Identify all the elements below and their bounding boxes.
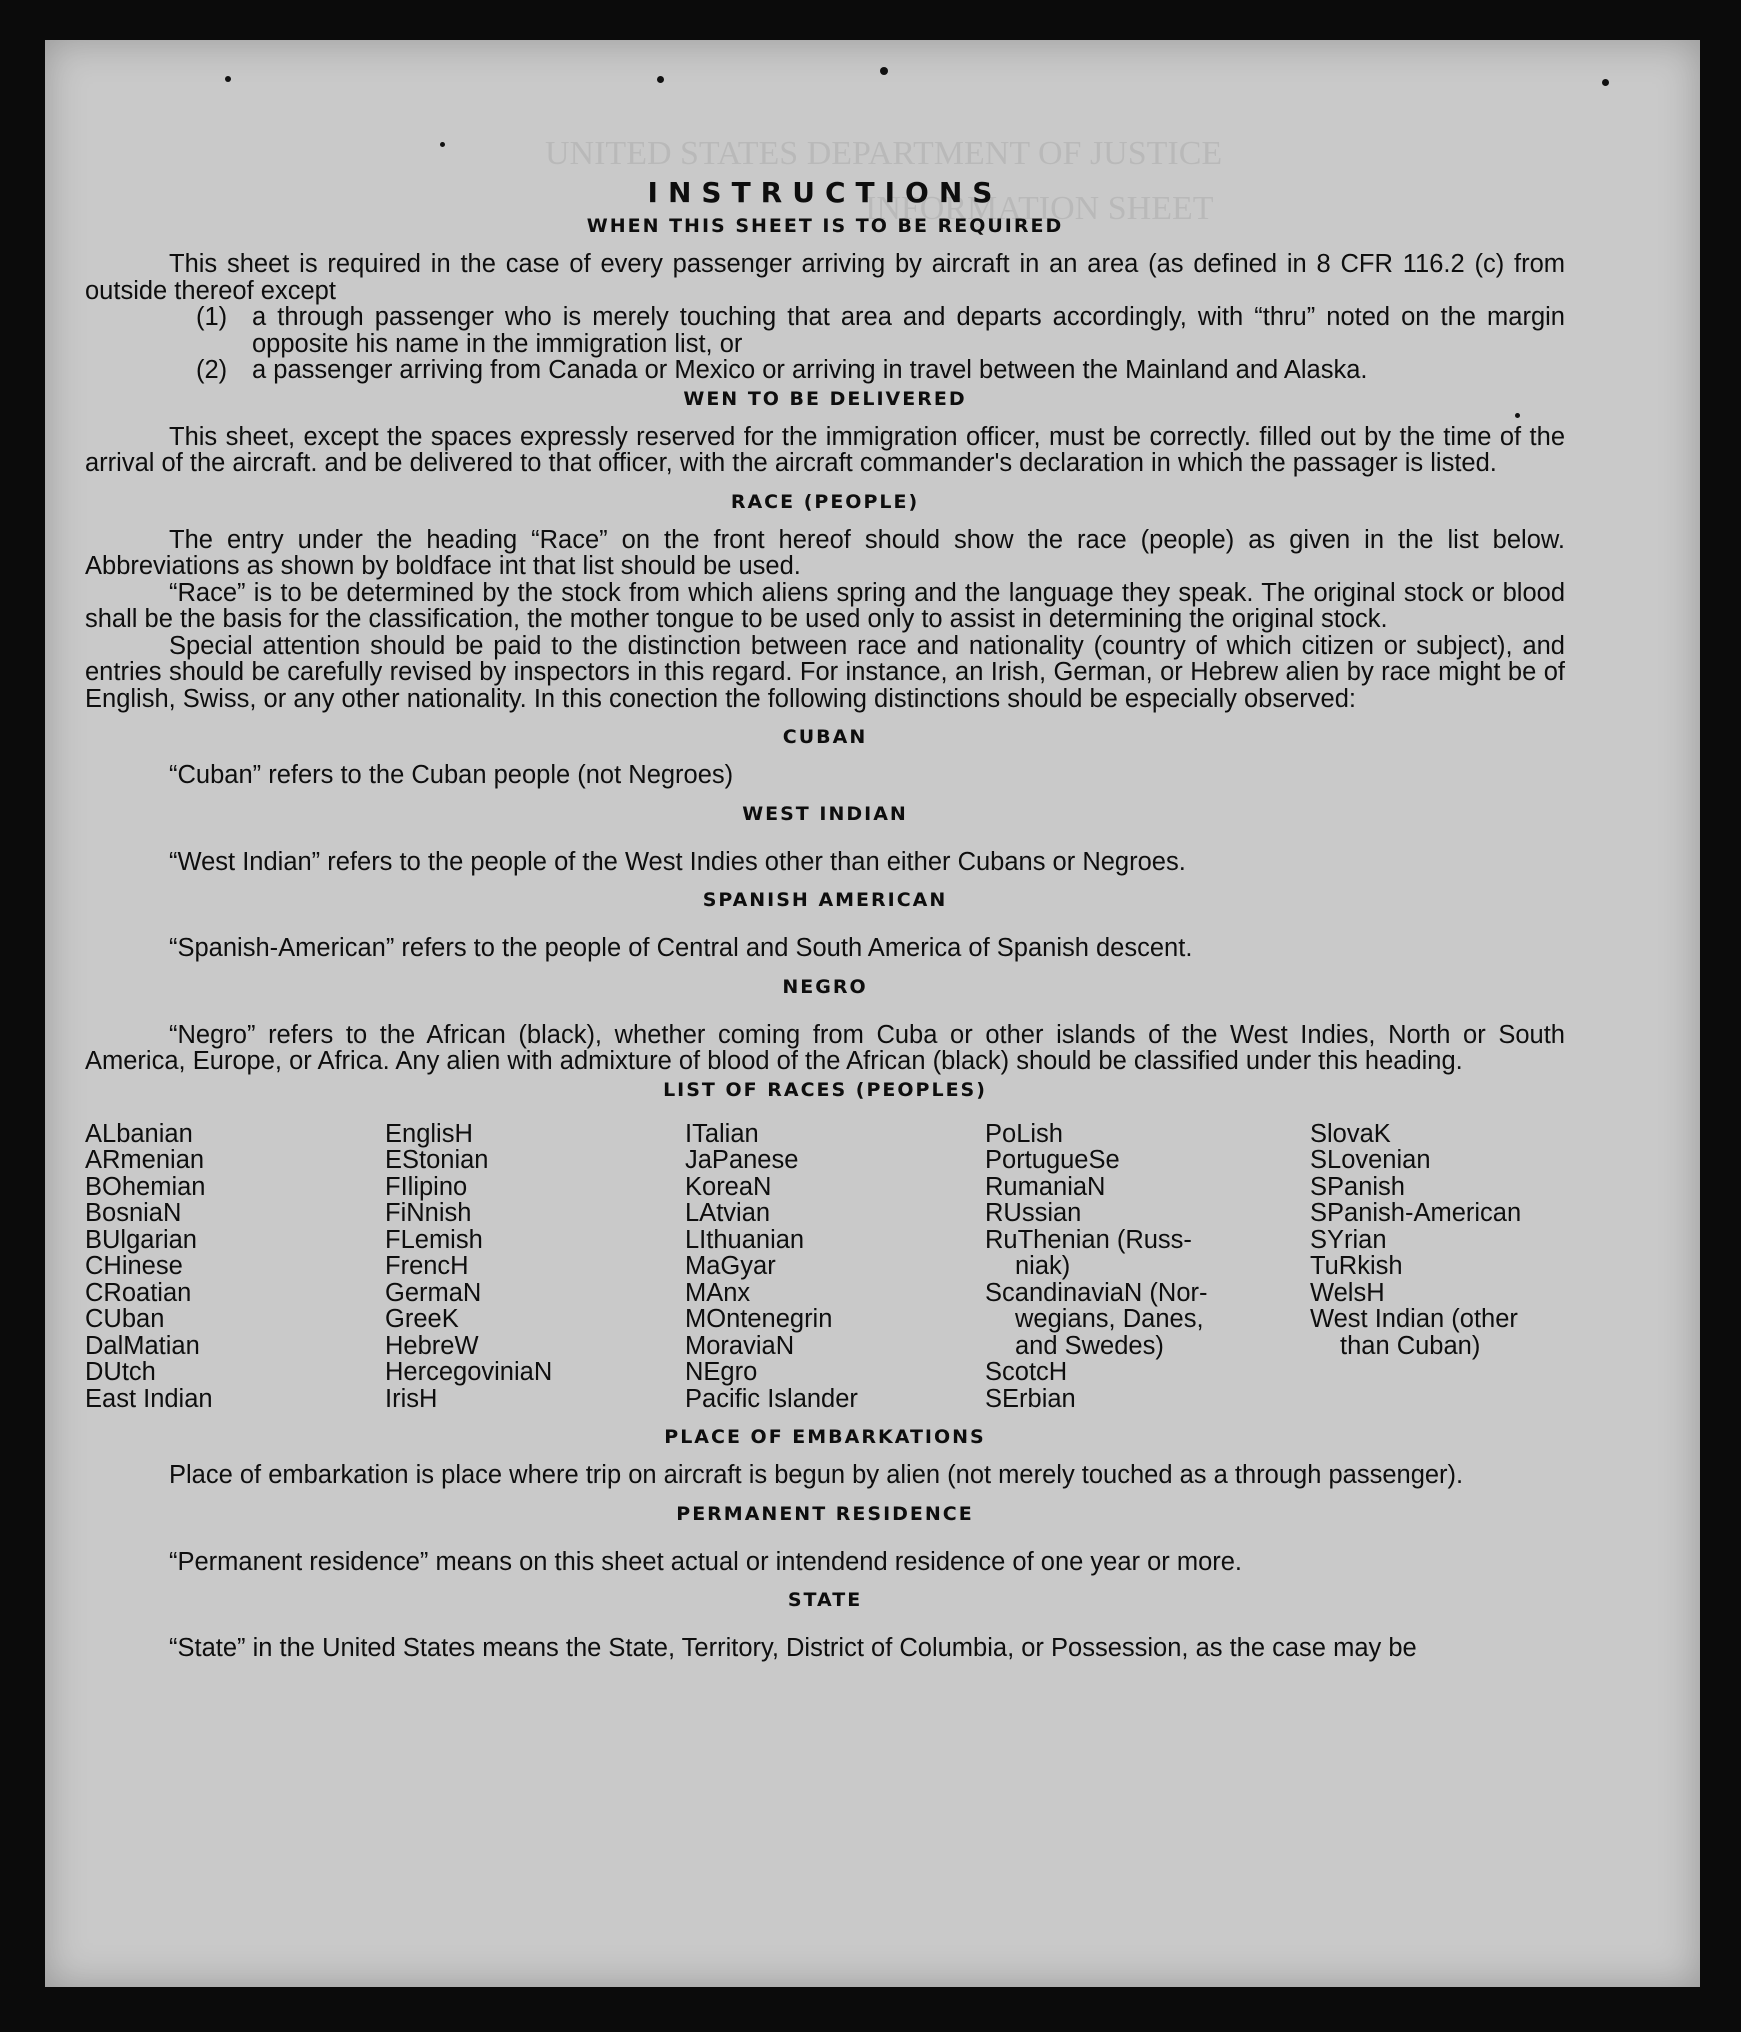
- race-item: ITalian: [685, 1119, 759, 1148]
- race-item: FIlipino: [385, 1172, 468, 1201]
- race-item: WelsH: [1310, 1278, 1385, 1307]
- race-item: LIthuanian: [685, 1225, 805, 1254]
- negro-text: “Negro” refers to the African (black), whether coming from Cuba or other islands of the West Indies, North or South America, Europe, or Africa. Any alien with admixture of blood of the African (black) should be classified under this heading.: [85, 1020, 1565, 1075]
- clause-1-number: (1): [196, 303, 228, 331]
- race-item: FrencH: [385, 1252, 469, 1280]
- race-item: MOntenegrin: [685, 1305, 833, 1333]
- race-item-continued: niak): [1015, 1252, 1071, 1280]
- heading-race: RACE (PEOPLE): [730, 490, 920, 513]
- race-item: GermaN: [385, 1278, 482, 1307]
- race-item: RuThenian (Russ-: [985, 1225, 1192, 1254]
- race-column-3: [685, 1121, 985, 1413]
- bleed-through-text-2: INFORMATION SHEET: [865, 190, 1214, 227]
- race-item: GreeK: [385, 1305, 459, 1333]
- race-item: IrisH: [385, 1384, 438, 1413]
- race-paragraph-2: “Race” is to be determined by the stock from which aliens spring and the language they speak. The original stock or blood shall be the basis for the classification, the mother tongue to be used only to assist in determining the original stock.: [85, 578, 1565, 633]
- race-item: DalMatian: [85, 1331, 200, 1360]
- heading-state: STATE: [787, 1589, 863, 1611]
- race-item: ScandinaviaN (Nor-: [985, 1278, 1208, 1307]
- race-column-5: [1310, 1121, 1565, 1413]
- race-item: West Indian (other: [1310, 1305, 1518, 1333]
- race-item-continued: wegians, Danes,: [1015, 1305, 1204, 1333]
- speck: [1602, 79, 1609, 86]
- heading-permanent-residence: PERMANENT RESIDENCE: [676, 1502, 974, 1525]
- race-item: SLovenian: [1310, 1146, 1431, 1174]
- race-item: ScotcH: [985, 1358, 1068, 1386]
- race-item: EnglisH: [385, 1119, 473, 1148]
- race-item: SPanish: [1310, 1172, 1405, 1201]
- race-item: SlovaK: [1310, 1119, 1391, 1148]
- race-item-continued: and Swedes): [1015, 1331, 1164, 1360]
- race-item: ARmenian: [85, 1146, 205, 1174]
- race-column-1: [85, 1121, 385, 1413]
- race-item: CRoatian: [85, 1278, 192, 1307]
- race-column-4: [985, 1121, 1310, 1413]
- race-item: CHinese: [85, 1252, 183, 1280]
- heading-negro: NEGRO: [782, 975, 868, 998]
- state-text: “State” in the United States means the State, Territory, District of Columbia, or Possession, as the case may be: [169, 1634, 1417, 1662]
- race-item: FiNnish: [385, 1199, 472, 1227]
- speck: [880, 67, 888, 75]
- race-item: LAtvian: [685, 1199, 771, 1227]
- race-item: ALbanian: [85, 1119, 193, 1148]
- permanent-residence-text: “Permanent residence” means on this sheet actual or intendend residence of one year or more.: [169, 1547, 1243, 1576]
- document-sheet: [45, 40, 1700, 1987]
- race-item: Pacific Islander: [685, 1384, 858, 1413]
- race-item: MAnx: [685, 1278, 751, 1307]
- race-item: BOhemian: [85, 1172, 206, 1201]
- heading-cuban: CUBAN: [782, 726, 868, 748]
- heading-west-indian: WEST INDIAN: [742, 802, 908, 825]
- race-column-2: [385, 1121, 685, 1413]
- race-item: MaGyar: [685, 1252, 776, 1280]
- race-item: East Indian: [85, 1384, 213, 1413]
- west-indian-text: “West Indian” refers to the people of the West Indies other than either Cubans or Negroes.: [169, 847, 1186, 876]
- embarkation-text: Place of embarkation is place where trip on aircraft is begun by alien (not merely touched as a through passenger).: [169, 1461, 1464, 1489]
- race-item: HercegoviniaN: [385, 1358, 553, 1386]
- page-title: INSTRUCTIONS: [647, 176, 1003, 209]
- speck: [657, 76, 664, 83]
- race-item: EStonian: [385, 1146, 489, 1174]
- race-item: SErbian: [985, 1384, 1076, 1413]
- clause-1: [196, 304, 1565, 357]
- cuban-text: “Cuban” refers to the Cuban people (not Negroes): [169, 761, 734, 789]
- race-item-continued: than Cuban): [1340, 1331, 1481, 1360]
- race-item: PoLish: [985, 1119, 1063, 1148]
- race-item: CUban: [85, 1305, 165, 1333]
- race-item: RumaniaN: [985, 1172, 1106, 1201]
- clause-2-text: a passenger arriving from Canada or Mexico or arriving in travel between the Mainland and Alaska.: [252, 356, 1368, 384]
- spanish-american-text: “Spanish-American” refers to the people of Central and South America of Spanish descent.: [169, 934, 1193, 962]
- race-item: DUtch: [85, 1358, 156, 1386]
- race-item: HebreW: [385, 1331, 479, 1360]
- race-paragraph-1: The entry under the heading “Race” on the front hereof should show the race (people) as given in the list below. Abbreviations as shown by boldface int that list should be used.: [85, 525, 1565, 580]
- race-item: BUlgarian: [85, 1225, 197, 1254]
- race-item: SYrian: [1310, 1225, 1387, 1254]
- clause-2: [196, 357, 1565, 384]
- race-item: RUssian: [985, 1199, 1082, 1227]
- race-item: TuRkish: [1310, 1252, 1403, 1280]
- heading-spanish-american: SPANISH AMERICAN: [702, 889, 948, 911]
- race-item: KoreaN: [685, 1172, 772, 1201]
- race-item: BosniaN: [85, 1199, 182, 1227]
- instructions-body: [85, 175, 1565, 1662]
- heading-embarkation: PLACE OF EMBARKATIONS: [664, 1426, 986, 1448]
- race-item: JaPanese: [685, 1146, 799, 1174]
- heading-when-required: WHEN THIS SHEET IS TO BE REQUIRED: [586, 215, 1064, 237]
- clause-1-text: a through passenger who is merely touching that area and departs accordingly, with “thru” noted on the margin opposite his name in the immigration list, or: [252, 303, 1565, 358]
- clause-2-number: (2): [196, 356, 228, 384]
- race-list: [85, 1121, 1565, 1413]
- race-item: PortugueSe: [985, 1146, 1120, 1174]
- race-item: FLemish: [385, 1225, 483, 1254]
- race-item: NEgro: [685, 1358, 758, 1386]
- speck: [440, 142, 445, 147]
- speck: [225, 76, 231, 82]
- heading-list-of-races: LIST OF RACES (PEOPLES): [663, 1078, 987, 1101]
- delivered-text: This sheet, except the spaces expressly reserved for the immigration officer, must be correctly. filled out by the time of the arrival of the aircraft. and be delivered to that officer, with the aircraft commander's declaration in which the passager is listed.: [85, 422, 1565, 477]
- race-paragraph-3: Special attention should be paid to the distinction between race and nationality (country of which citizen or subject), and entries should be carefully revised by inspectors in this regard. For instance, an Irish, German, or Hebrew alien by race might be of English, Swiss, or any other nationality. In this conection the following distinctions should be especially observed:: [85, 631, 1565, 713]
- heading-delivered: WEN TO BE DELIVERED: [683, 387, 967, 410]
- race-item: MoraviaN: [685, 1331, 795, 1360]
- when-required-intro: This sheet is required in the case of every passenger arriving by aircraft in an area (as defined in 8 CFR 116.2 (c) from outside thereof except: [85, 250, 1565, 305]
- race-item: SPanish-American: [1310, 1199, 1522, 1227]
- bleed-through-text: UNITED STATES DEPARTMENT OF JUSTICE: [545, 135, 1223, 172]
